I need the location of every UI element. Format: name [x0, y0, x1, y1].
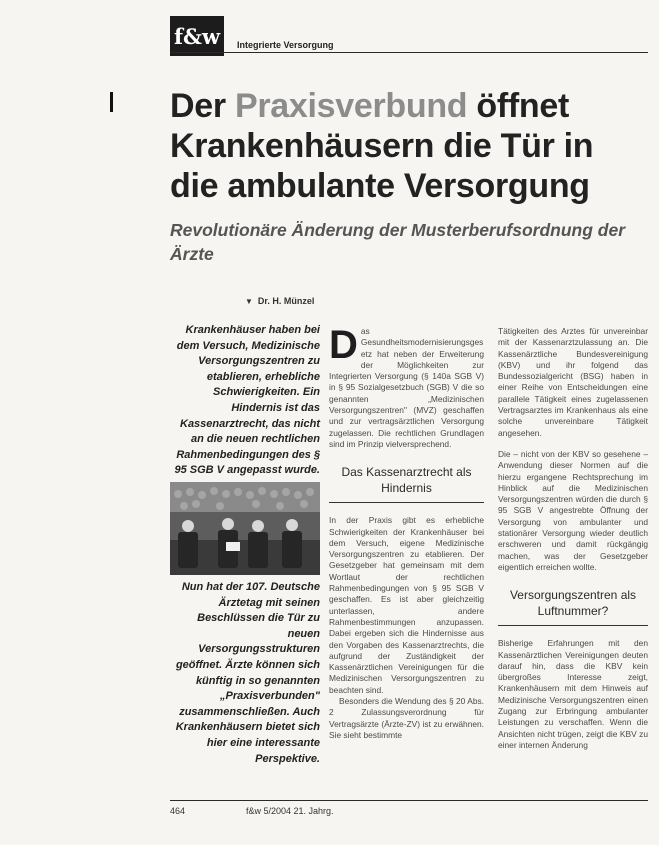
article-title: Der Praxisverbund öffnet Krankenhäusern die Tür in die ambulante Versorgung — [170, 87, 594, 205]
intro-paragraph: Das Gesundheitsmodernisierungsgesetz hat neben der Erweiterung der Möglichkeiten zur Integrierten Versorgung (§ 140a SGB V) in § 95 Sozialgesetzbuch (SGB) V die so genannten „Medizinischen Versorgungszentren" (MVZ) geschaffen und zur vertragsärztlichen Versorgung zugelassen. Die rechtlichen Grundlagen sind im Prinzip vielversprechend. — [329, 323, 484, 449]
subheading-kassenarztrecht: Das Kassenarztrecht als Hindernis — [329, 464, 484, 503]
body-paragraph: Besonders die Wendung des § 20 Abs. 2 Zulassungsverordnung für Vertragsärzte (Ärzte-ZV) ist zu erwähnen. Sie sieht bestimmte — [329, 696, 484, 740]
margin-bar — [110, 92, 113, 112]
drop-cap: D — [329, 323, 358, 367]
body-paragraph: Bisherige Erfahrungen mit den Kassenärztlichen Vereinigungen deuten darauf hin, dass die KBV kein übergroßes Interesse zeigt, Krankenhäusern mit dem Hinweis auf Medizinische Versorgungszentren einen Zugang zur Erbringung ambulanter Leistungen zu verschaffen. Wenn die Ansichten nicht trügen, zeigt die KBV zu einer internen Änderung — [498, 638, 648, 750]
author-line — [245, 296, 314, 306]
section-label: Integrierte Versorgung — [237, 40, 334, 50]
footer-rule — [170, 800, 648, 801]
photo-caption: Nun hat der 107. Deutsche Ärztetag mit seinen Beschlüssen die Tür zu neuen Versorgungsstrukturen geöffnet. Ärzte können sich künftig in so genannten „Praxisverbunden" zusammenschließen. Auch Krankenhäusern bietet sich hier eine interessante Perspektive. — [175, 581, 320, 765]
body-paragraph: Tätigkeiten des Arztes für unvereinbar mit der Kassenarztzulassung an. Die Kassenärztliche Bundesvereinigung (KBV) und ihr folgend das Bundessozialgericht (BSG) haben in einer Reihe von Entscheidungen eine parallele Tätigkeit eines zugelassenen Vertragsarztes im Krankenhaus als eine solche unvereinbare Tätigkeit angesehen. — [498, 326, 648, 438]
audience-photo-illustration — [170, 482, 320, 575]
header-rule — [170, 52, 648, 53]
title-highlight: Praxisverbund — [234, 87, 468, 125]
body-column-middle — [329, 323, 484, 741]
conference-photo — [170, 482, 320, 575]
lead-text: Krankenhäuser haben bei dem Versuch, Medizinische Versorgungszentren zu etablieren, erhebliche Schwierigkeiten. Ein Hindernis ist das Kassenarztrecht, das nicht an die neuen rechtlichen Rahmenbedingungen des § 95 SGB V angepasst wurde. — [174, 324, 320, 477]
page-number: 464 — [170, 806, 186, 816]
author-name: Dr. H. Münzel — [257, 296, 315, 306]
body-paragraph: In der Praxis gibt es erhebliche Schwierigkeiten der Krankenhäuser bei dem Versuch, eigene Medizinische Versorgungszentren zu etablieren. Der Gesetzgeber hat gemeinsam mit dem Wortlaut der rechtlichen Rahmenbedingungen von § 95 SGB V geschaffen. Es ist aber gleichzeitig unterlassen, andere Rahmenbestimmungen anzupassen. Dabei ergeben sich die Hindernisse aus den Vorgaben des Kassenarztrechts, die aufgrund der Zuständigkeit der Kassenärztlichen Vereinigungen für die Medizinischen Versorgungszentren zu beachten sind. — [329, 515, 484, 695]
body-paragraph: Die – nicht von der KBV so gesehene – Anwendung dieser Normen auf die hierzu ergangene Rechtsprechung im Hinblick auf die Medizinischen Versorgungszentren würden die durch § 95 SGB V angestrebte Öffnung der Versorgung von ambulanter und stationärer Versorgung wieder deutlich erschweren und damit rückgängig machen, was der Gesetzgeber eigentlich erreichen wollte. — [498, 448, 648, 572]
author-marker-icon: ▼ — [245, 297, 253, 306]
journal-issue: f&w 5/2004 21. Jahrg. — [246, 806, 334, 816]
subheading-versorgungszentren: Versorgungszentren als Luftnummer? — [498, 587, 648, 626]
body-column-right — [498, 326, 648, 751]
article-subtitle: Revolutionäre Änderung der Musterberufsordnung der Ärzte — [170, 220, 626, 264]
journal-logo: f&w — [170, 16, 224, 56]
